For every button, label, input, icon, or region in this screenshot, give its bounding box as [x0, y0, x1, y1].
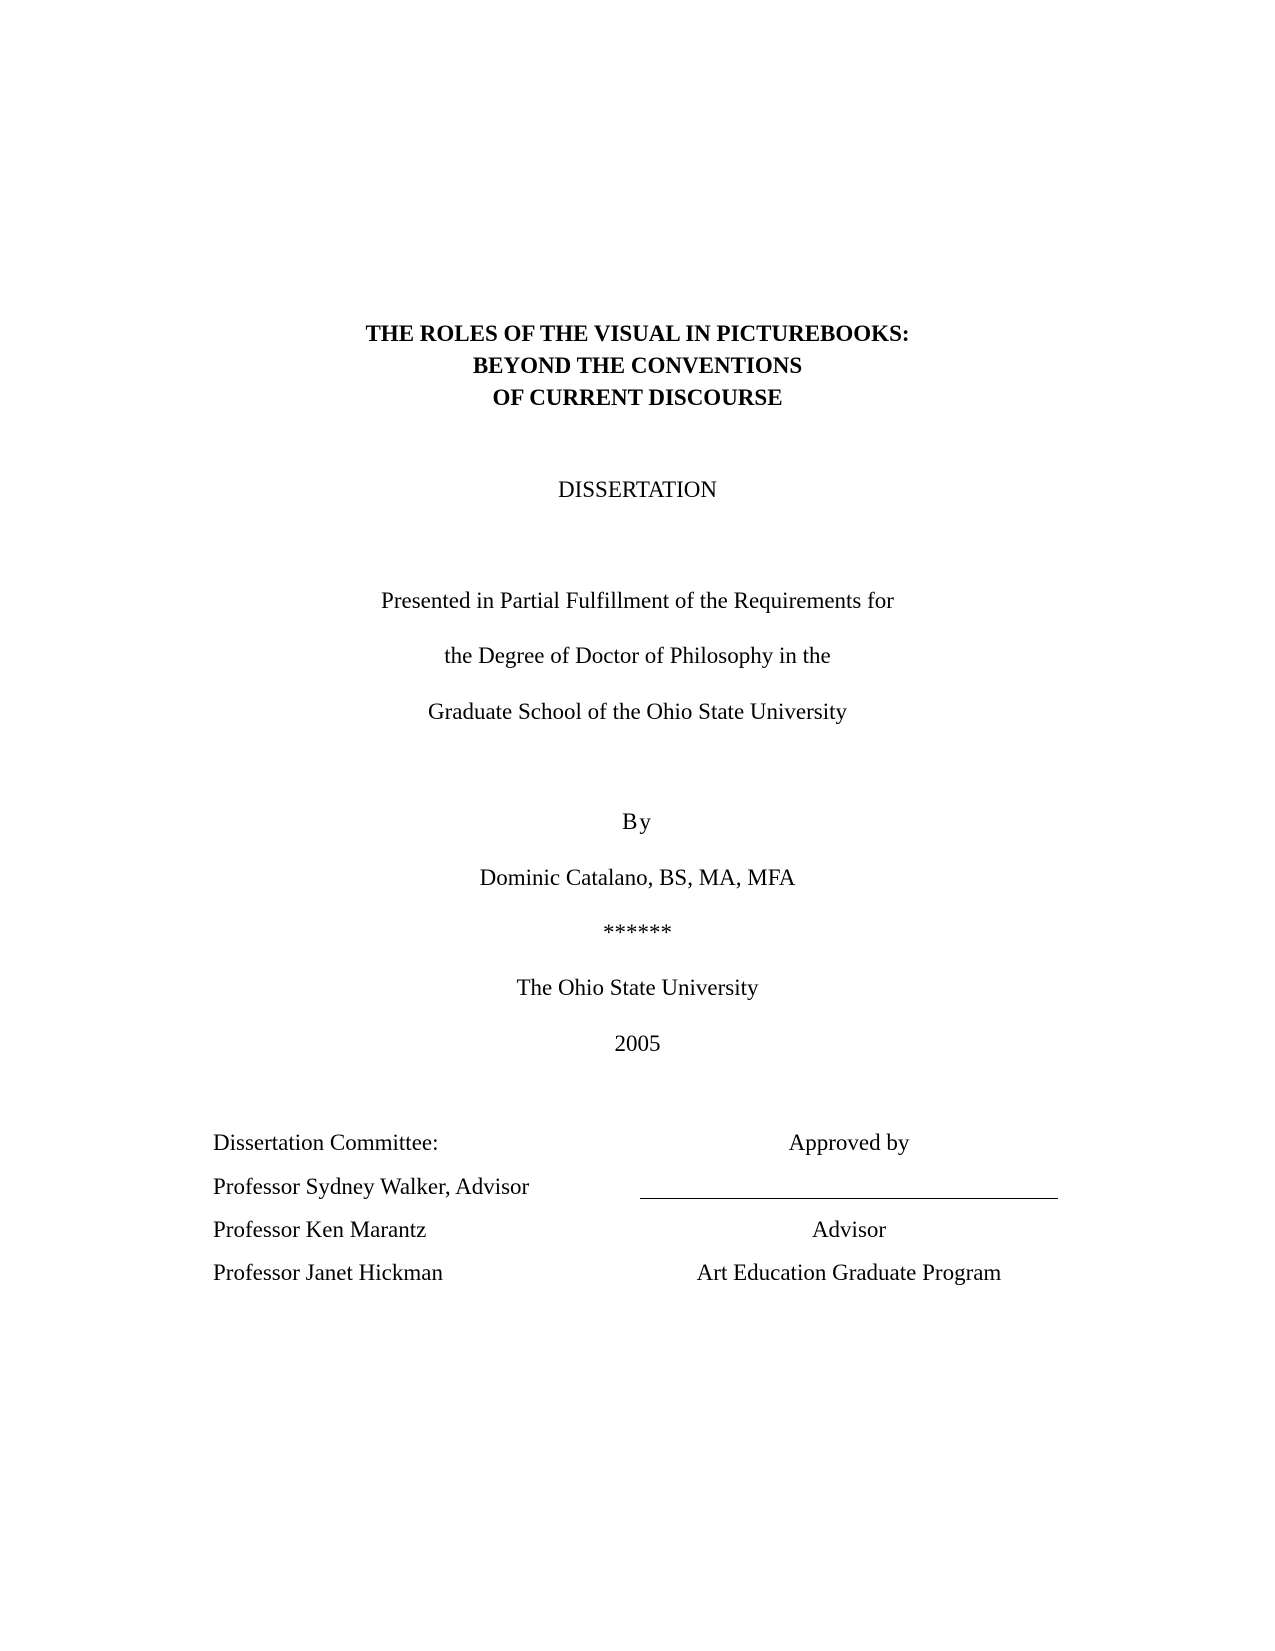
approval-program: Art Education Graduate Program	[696, 1260, 1002, 1285]
document-type: DISSERTATION	[557, 477, 718, 502]
presentation-line-2: the Degree of Doctor of Philosophy in the	[444, 643, 831, 668]
institution: The Ohio State University	[516, 975, 759, 1000]
committee-heading: Dissertation Committee:	[213, 1130, 439, 1155]
committee-member: Professor Ken Marantz	[213, 1217, 427, 1242]
year: 2005	[614, 1031, 661, 1056]
approval-role: Advisor	[811, 1217, 887, 1242]
presentation-line-3: Graduate School of the Ohio State University	[427, 699, 848, 724]
by-label: By	[622, 809, 653, 834]
title-line-1: THE ROLES OF THE VISUAL IN PICTUREBOOKS:	[365, 321, 910, 346]
author-name: Dominic Catalano, BS, MA, MFA	[479, 865, 796, 890]
title-line-3: OF CURRENT DISCOURSE	[492, 385, 783, 410]
signature-line	[640, 1198, 1058, 1199]
presentation-line-1: Presented in Partial Fulfillment of the Requirements for	[381, 588, 894, 613]
title-line-2: BEYOND THE CONVENTIONS	[472, 353, 803, 378]
committee-member: Professor Sydney Walker, Advisor	[213, 1174, 530, 1199]
approval-heading: Approved by	[788, 1130, 910, 1155]
separator: ******	[603, 920, 672, 945]
committee-member: Professor Janet Hickman	[213, 1260, 443, 1285]
